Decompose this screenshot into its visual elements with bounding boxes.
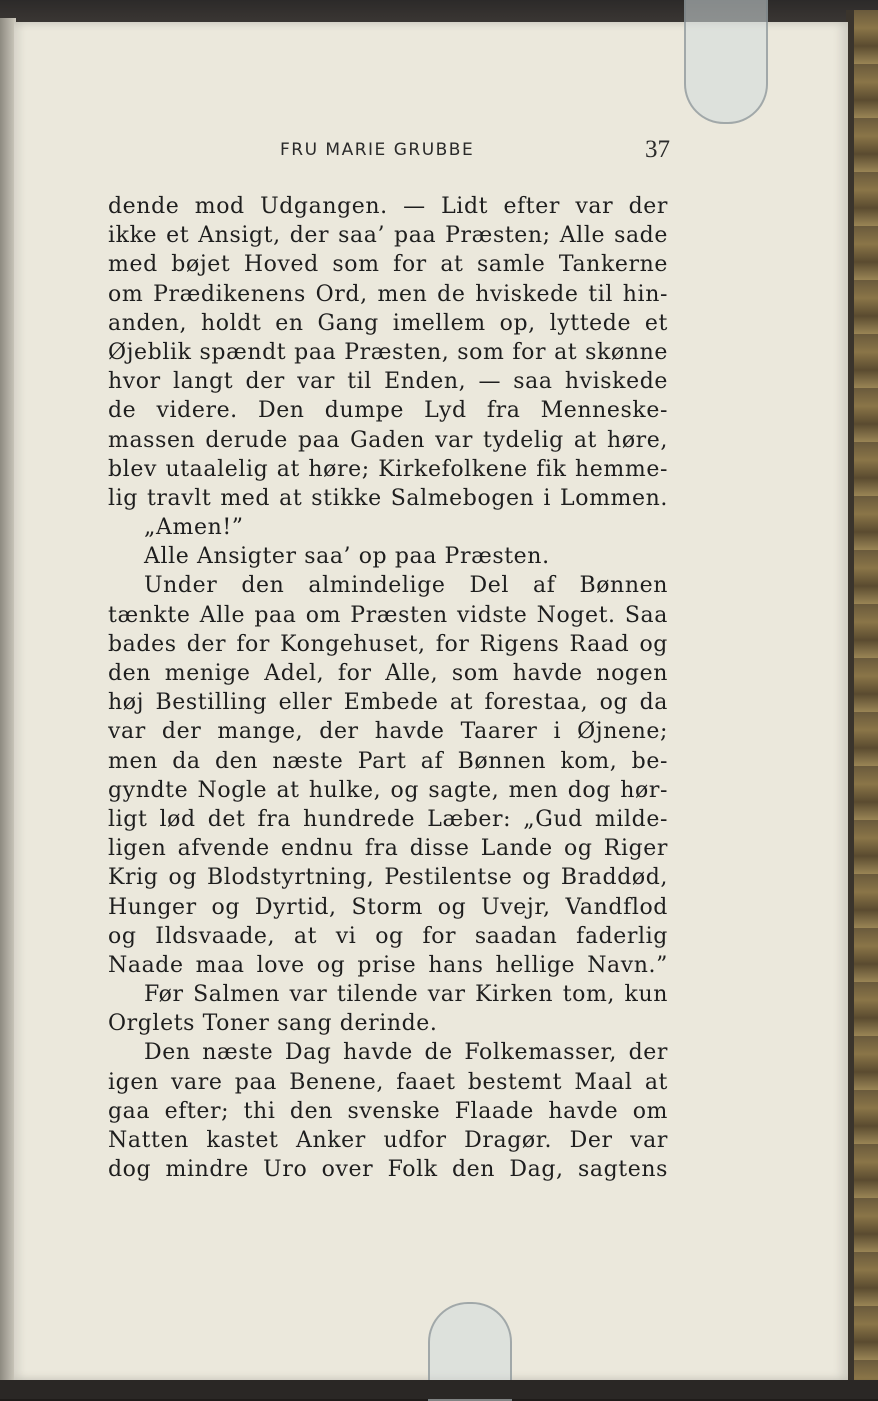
page-header — [108, 136, 670, 166]
text-line: Under den almindelige Del af Bønnen — [144, 573, 668, 599]
text-line: Orglets Toner sang derinde. — [108, 1011, 438, 1037]
text-line: Før Salmen var tilende var Kirken tom, kun — [144, 982, 668, 1008]
text-line: anden, holdt en Gang imellem op, lyttede et — [108, 310, 668, 336]
text-line: var der mange, der havde Taarer i Øjnene; — [108, 719, 668, 745]
text-line: den menige Adel, for Alle, som havde nogen — [108, 661, 668, 686]
scan-bottom-edge — [0, 1380, 878, 1399]
text-line: Alle Ansigter saa’ op paa Præsten. — [144, 544, 550, 570]
text-line: de videre. Den dumpe Lyd fra Menneske- — [108, 398, 668, 424]
text-line: om Prædikenens Ord, men de hviskede til hin- — [108, 281, 668, 307]
text-line: ligen afvende endnu fra disse Lande og Riger — [108, 836, 668, 862]
text-line: massen derude paa Gaden var tydelig at høre, — [108, 427, 668, 453]
page-clip-top — [684, 0, 768, 124]
text-line: gaa efter; thi den svenske Flaade havde om — [108, 1098, 668, 1124]
text-line: og Ildsvaade, at vi og for saadan faderlig — [108, 923, 668, 949]
text-line: Den næste Dag havde de Folkemasser, der — [144, 1040, 668, 1066]
text-line: Naade maa love og prise hans hellige Navn.” — [108, 952, 668, 978]
text-line: igen vare paa Benene, faaet bestemt Maal at — [108, 1069, 668, 1095]
book-cover-edge — [846, 10, 878, 1390]
text-line: med bøjet Hoved som for at samle Tankerne — [108, 252, 668, 278]
text-line: bades der for Kongehuset, for Rigens Raad og — [108, 631, 668, 657]
text-line: men da den næste Part af Bønnen kom, be- — [108, 748, 668, 774]
running-title: FRU MARIE GRUBBE — [280, 140, 475, 160]
page-number: 37 — [645, 136, 670, 163]
text-line: gyndte Nogle at hulke, og sagte, men dog hør- — [108, 777, 668, 803]
text-line: Hunger og Dyrtid, Storm og Uvejr, Vandflod — [108, 894, 668, 920]
text-line: lig travlt med at stikke Salmebogen i Lommen. — [108, 485, 668, 511]
text-line: dog mindre Uro over Folk den Dag, sagtens — [108, 1157, 668, 1183]
text-line: „Amen!” — [144, 515, 244, 541]
text-line: Krig og Blodstyrtning, Pestilentse og Braddød, — [108, 865, 668, 891]
text-line: Natten kastet Anker udfor Dragør. Der var — [108, 1128, 668, 1153]
body-text — [108, 192, 668, 1184]
text-line: tænkte Alle paa om Præsten vidste Noget. Saa — [108, 602, 668, 628]
text-line: ligt lød det fra hundrede Læber: „Gud milde- — [108, 806, 668, 832]
text-line: blev utaalelig at høre; Kirkefolkene fik hemme- — [108, 456, 668, 482]
text-line: høj Bestilling eller Embede at forestaa, og da — [108, 690, 668, 716]
text-line: hvor langt der var til Enden, — saa hviskede — [108, 369, 668, 395]
text-line: ikke et Ansigt, der saa’ paa Præsten; Alle sade — [108, 223, 668, 249]
text-line: dende mod Udgangen. — Lidt efter var der — [108, 194, 668, 219]
text-line: Øjeblik spændt paa Præsten, som for at skønne — [108, 339, 668, 365]
